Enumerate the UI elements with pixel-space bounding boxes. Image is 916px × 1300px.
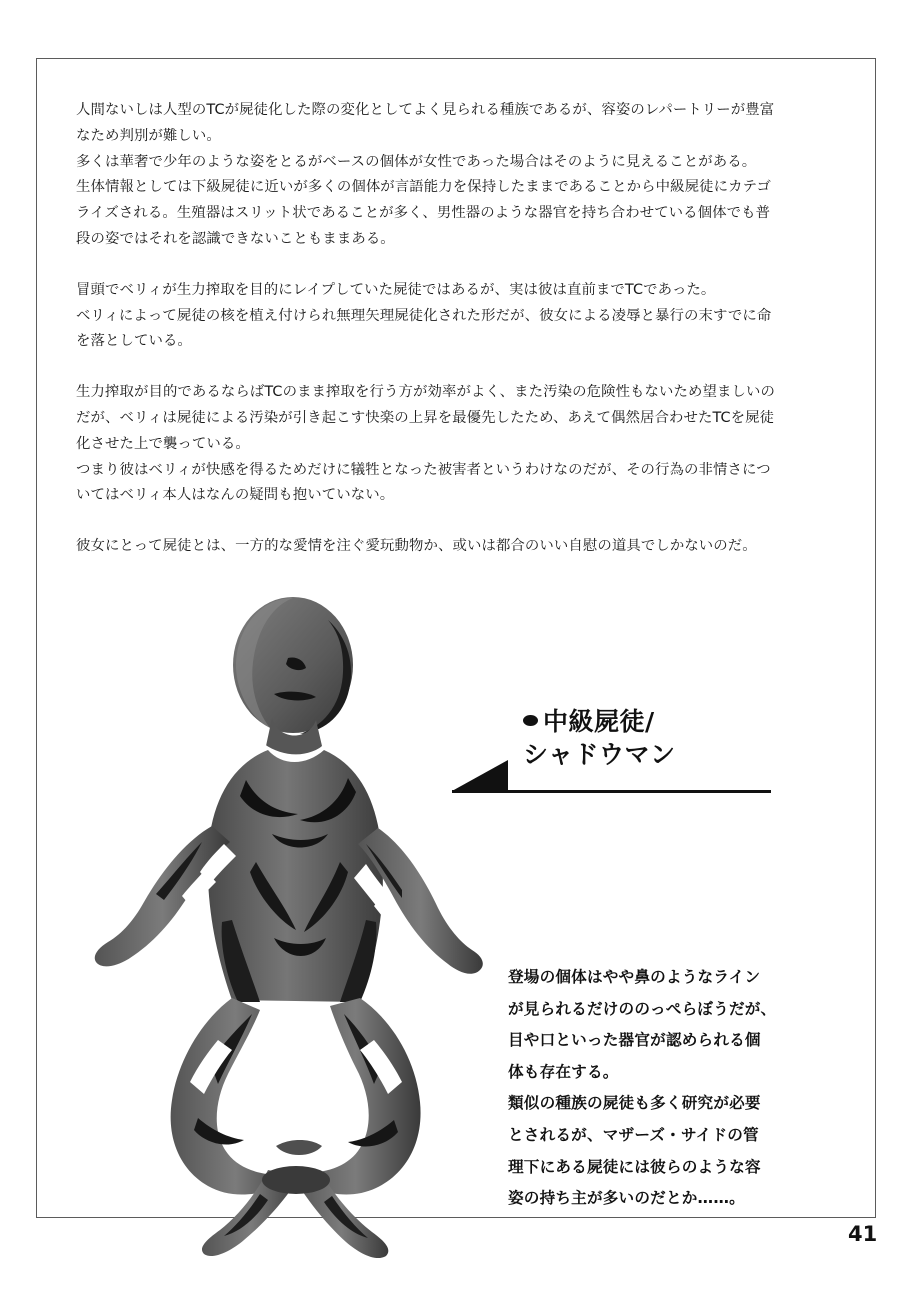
body-text-block [76,98,784,560]
callout-label [523,705,783,771]
side-note-line-8: 姿の持ち主が多いのだとか……。 [508,1189,745,1208]
body-paragraph-7: つまり彼はベリィが快感を得るためだけに犠牲となった被害者というわけなのだが、その行為の非情さについてはベリィ本人はなんの疑問も抱いていない。 [76,461,771,504]
side-note-line-2: が見られるだけののっぺらぼうだが、 [508,999,777,1018]
callout-line-1-text: 中級屍徒/ [543,707,655,736]
side-note-line-4: 体も存在する。 [508,1062,619,1081]
page-number: 41 [848,1222,878,1246]
body-paragraph-8: 彼女にとって屍徒とは、一方的な愛情を注ぐ愛玩動物か、或いは都合のいい自慰の道具でしかないのだ。 [76,538,757,555]
body-paragraph-1: 人間ないしは人型のTCが屍徒化した際の変化としてよく見られる種族であるが、容姿のレパートリーが豊富なため判別が難しい。 [76,102,775,144]
body-paragraph-4: 冒頭でベリィが生力搾取を目的にレイプしていた屍徒ではあるが、実は彼は直前までTCであった。 [76,281,716,298]
side-note-line-6: とされるが、マザーズ・サイドの管 [508,1125,759,1144]
side-note-line-3: 目や口といった器官が認められる個 [508,1031,761,1050]
body-paragraph-2: 多くは華奢で少年のような姿をとるがベースの個体が女性であった場合はそのように見えることがある。 [76,153,757,170]
body-paragraph-3: 生体情報としては下級屍徒に近いが多くの個体が言語能力を保持したままであることから中級屍徒にカテゴライズされる。生殖器はスリット状であることが多く、男性器のような器官を持ち合わせている個体でも普段の姿ではそれを認識できないこともままある。 [76,179,771,247]
side-note-line-7: 理下にある屍徒には彼らのような容 [508,1157,761,1176]
callout-line-1 [523,705,783,738]
side-note-line-1: 登場の個体はやや鼻のようなライン [508,968,761,986]
bullet-dot-icon [523,715,538,726]
shadowman-illustration [60,590,530,1270]
body-paragraph-6: 生力搾取が目的であるならばTCのまま搾取を行う方が効率がよく、また汚染の危険性もないため望ましいのだが、ベリィは屍徒による汚染が引き起こす快楽の上昇を最優先したため、あえて偶然居合わせたTCを屍徒化させた上で襲っている。 [76,384,775,452]
side-note-line-5: 類似の種族の屍徒も多く研究が必要 [508,1094,761,1113]
callout-underline [452,790,771,793]
side-note-block [508,962,800,1215]
callout-pointer-icon [452,760,508,791]
body-paragraph-5: ベリィによって屍徒の核を植え付けられ無理矢理屍徒化された形だが、彼女による凌辱と暴行の末すでに命を落としている。 [76,307,772,350]
callout-line-2: シャドウマン [523,740,676,769]
